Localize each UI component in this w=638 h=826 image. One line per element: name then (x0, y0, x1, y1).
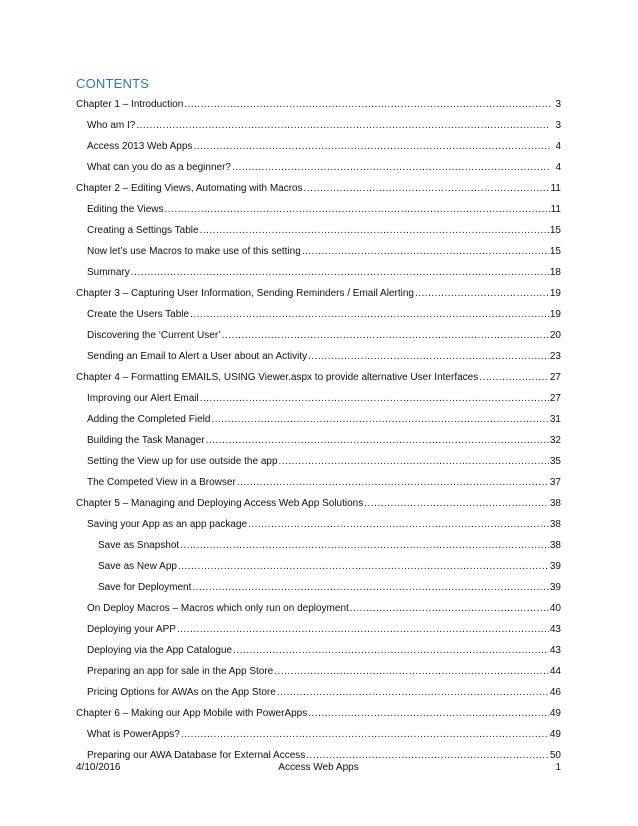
toc-leader-dots (302, 241, 549, 262)
toc-entry-title: Chapter 5 – Managing and Deploying Access Web App Solutions (76, 498, 364, 509)
toc-entry-title: Editing the Views (87, 204, 164, 215)
toc-entry-title: Setting the View up for use outside the app (87, 456, 278, 467)
footer-title: Access Web Apps (278, 762, 359, 773)
toc-entry-page: 44 (549, 666, 561, 677)
footer-page-number: 1 (555, 762, 561, 773)
toc-entry[interactable] (76, 514, 561, 535)
toc-entry[interactable] (76, 724, 561, 745)
toc-leader-dots (304, 178, 550, 199)
toc-entry[interactable] (76, 472, 561, 493)
toc-entry-page: 20 (549, 330, 561, 341)
toc-entry-title: What is PowerApps? (87, 729, 180, 740)
toc-leader-dots (479, 367, 549, 388)
toc-entry[interactable] (76, 199, 561, 220)
toc-entry-page: 4 (555, 141, 561, 152)
toc-entry[interactable] (76, 220, 561, 241)
toc-entry-page: 35 (549, 456, 561, 467)
toc-entry-title: Building the Task Manager (87, 435, 205, 446)
toc-entry-page: 46 (549, 687, 561, 698)
toc-entry-page: 4 (555, 162, 561, 173)
toc-leader-dots (131, 262, 549, 283)
toc-entry-title: On Deploy Macros – Macros which only run on deployment (87, 603, 349, 614)
toc-leader-dots (190, 304, 549, 325)
toc-entry-title: Pricing Options for AWAs on the App Store (87, 687, 276, 698)
toc-entry[interactable] (76, 556, 561, 577)
toc-entry[interactable] (76, 136, 561, 157)
toc-entry-page: 43 (549, 624, 561, 635)
toc-entry-page: 49 (549, 708, 561, 719)
toc-leader-dots (277, 682, 549, 703)
toc-entry[interactable] (76, 703, 561, 724)
toc-entry[interactable] (76, 493, 561, 514)
toc-entry-page: 43 (549, 645, 561, 656)
toc-entry-page: 3 (555, 120, 561, 131)
toc-entry-page: 15 (549, 246, 561, 257)
toc-entry[interactable] (76, 682, 561, 703)
toc-leader-dots (178, 556, 549, 577)
toc-entry-title: Chapter 3 – Capturing User Information, Sending Reminders / Email Alerting (76, 288, 414, 299)
toc-entry[interactable] (76, 304, 561, 325)
toc-entry[interactable] (76, 661, 561, 682)
toc-leader-dots (274, 661, 549, 682)
toc-entry-title: Discovering the ‘Current User’ (87, 330, 221, 341)
toc-entry-page: 15 (549, 225, 561, 236)
toc-entry-title: Chapter 4 – Formatting EMAILS, USING Viewer.aspx to provide alternative User Interfaces (76, 372, 479, 383)
toc-leader-dots (308, 703, 549, 724)
toc-entry-title: Preparing an app for sale in the App Store (87, 666, 274, 677)
toc-leader-dots (415, 283, 549, 304)
toc-leader-dots (200, 220, 549, 241)
toc-entry[interactable] (76, 115, 561, 136)
toc-entry[interactable] (76, 640, 561, 661)
toc-entry-page: 11 (550, 204, 561, 215)
toc-entry[interactable] (76, 451, 561, 472)
toc-leader-dots (192, 577, 548, 598)
toc-entry-page: 49 (549, 729, 561, 740)
toc-entry-page: 37 (549, 477, 561, 488)
footer-date: 4/10/2016 (76, 762, 121, 773)
toc-entry[interactable] (76, 346, 561, 367)
toc-entry-title: Chapter 1 – Introduction (76, 99, 184, 110)
toc-entry-title: Deploying via the App Catalogue (87, 645, 233, 656)
toc-entry-title: Now let’s use Macros to make use of this setting (87, 246, 301, 257)
toc-entry[interactable] (76, 178, 561, 199)
toc-leader-dots (350, 598, 549, 619)
toc-leader-dots (184, 94, 550, 115)
toc-entry[interactable] (76, 367, 561, 388)
toc-entry[interactable] (76, 430, 561, 451)
toc-leader-dots (180, 535, 549, 556)
toc-entry-page: 39 (549, 561, 561, 572)
toc-entry-page: 38 (549, 519, 561, 530)
toc-entry-page: 19 (549, 309, 561, 320)
toc-entry-title: Access 2013 Web Apps (87, 141, 193, 152)
toc-entry-page: 32 (549, 435, 561, 446)
toc-leader-dots (237, 472, 549, 493)
toc-entry-page: 23 (549, 351, 561, 362)
toc-leader-dots (136, 115, 550, 136)
toc-entry-page: 31 (549, 414, 561, 425)
toc-entry-page: 11 (550, 183, 561, 194)
toc-leader-dots (200, 388, 549, 409)
toc-entry-page: 38 (549, 498, 561, 509)
toc-leader-dots (232, 157, 550, 178)
toc-entry-page: 39 (549, 582, 561, 593)
toc-entry[interactable] (76, 409, 561, 430)
toc-entry-page: 3 (555, 99, 561, 110)
toc-entry[interactable] (76, 577, 561, 598)
toc-entry[interactable] (76, 535, 561, 556)
toc-entry-title: Summary (87, 267, 130, 278)
toc-entry[interactable] (76, 157, 561, 178)
toc-entry-title: Who am I? (87, 120, 136, 131)
toc-entry-page: 38 (549, 540, 561, 551)
toc-entry-title: Preparing our AWA Database for External Access (87, 750, 306, 761)
toc-entry-title: The Competed View in a Browser (87, 477, 236, 488)
toc-leader-dots (165, 199, 550, 220)
toc-entry-page: 40 (549, 603, 561, 614)
toc-entry[interactable] (76, 619, 561, 640)
toc-entry-title: Save as Snapshot (98, 540, 180, 551)
toc-leader-dots (211, 409, 548, 430)
toc-leader-dots (248, 514, 549, 535)
toc-entry-title: Save for Deployment (98, 582, 192, 593)
toc-entry-page: 18 (549, 267, 561, 278)
toc-entry-title: Chapter 6 – Making our App Mobile with PowerApps (76, 708, 308, 719)
toc-entry[interactable] (76, 598, 561, 619)
table-of-contents (76, 94, 561, 766)
toc-leader-dots (181, 724, 549, 745)
toc-entry[interactable] (76, 241, 561, 262)
toc-entry-title: Improving our Alert Email (87, 393, 199, 404)
toc-entry-title: Deploying your APP (87, 624, 176, 635)
toc-leader-dots (177, 619, 549, 640)
toc-leader-dots (308, 346, 549, 367)
toc-entry-page: 50 (549, 750, 561, 761)
toc-entry-title: Saving your App as an app package (87, 519, 248, 530)
toc-leader-dots (364, 493, 549, 514)
toc-entry-page: 19 (549, 288, 561, 299)
toc-leader-dots (222, 325, 549, 346)
toc-leader-dots (193, 136, 550, 157)
toc-leader-dots (233, 640, 549, 661)
toc-heading: CONTENTS (76, 76, 150, 91)
toc-leader-dots (279, 451, 549, 472)
toc-entry-title: Save as New App (98, 561, 177, 572)
toc-entry-title: What can you do as a beginner? (87, 162, 231, 173)
toc-entry-title: Create the Users Table (87, 309, 190, 320)
toc-entry-title: Chapter 2 – Editing Views, Automating with Macros (76, 183, 303, 194)
toc-entry[interactable] (76, 94, 561, 115)
toc-entry-title: Creating a Settings Table (87, 225, 199, 236)
toc-entry-title: Adding the Completed Field (87, 414, 211, 425)
toc-entry[interactable] (76, 283, 561, 304)
page-footer (76, 762, 561, 776)
toc-entry[interactable] (76, 388, 561, 409)
toc-entry[interactable] (76, 262, 561, 283)
toc-entry-page: 27 (549, 372, 561, 383)
toc-entry[interactable] (76, 325, 561, 346)
toc-entry-page: 27 (549, 393, 561, 404)
toc-entry-title: Sending an Email to Alert a User about an Activity (87, 351, 308, 362)
toc-leader-dots (206, 430, 549, 451)
